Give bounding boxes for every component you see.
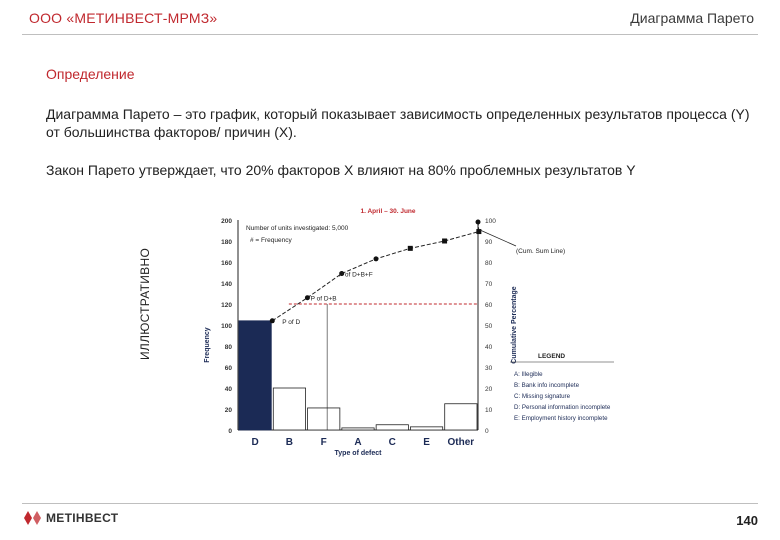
y2-tick-label: 80 bbox=[485, 260, 493, 267]
cum-line-label: (Cum. Sum Line) bbox=[516, 248, 566, 255]
bar-Other bbox=[445, 404, 477, 430]
cumulative-point bbox=[374, 256, 379, 261]
legend-item: A: Illegible bbox=[514, 371, 543, 378]
cumulative-point bbox=[476, 220, 481, 225]
company-name: ООО «МЕТИНВЕСТ-МРМЗ» bbox=[29, 10, 218, 26]
x-tick-label: Other bbox=[447, 437, 475, 448]
pareto-chart bbox=[160, 200, 611, 460]
logo-text: МЕТІНВЕСТ bbox=[46, 511, 119, 525]
legend-item: C: Missing signature bbox=[514, 393, 571, 400]
legend-title: LEGEND bbox=[538, 353, 566, 360]
illustrative-label: ИЛЛЮСТРАТИВНО bbox=[138, 247, 152, 360]
x-tick-label: C bbox=[388, 437, 396, 448]
bar-B bbox=[273, 388, 305, 430]
cumulative-point bbox=[476, 229, 481, 234]
cumulative-point bbox=[408, 246, 413, 251]
x-tick-label: F bbox=[320, 437, 327, 448]
legend-item: D: Personal information incomplete bbox=[514, 404, 611, 411]
y-tick-label: 200 bbox=[221, 218, 232, 225]
y2-tick-label: 0 bbox=[485, 428, 489, 435]
y2-axis-label: Cumulative Percentage bbox=[511, 286, 518, 364]
y-axis-label: Frequency bbox=[204, 327, 211, 363]
legend-item: B: Bank info incomplete bbox=[514, 382, 580, 389]
annotation-p-db: P of D+B bbox=[310, 295, 337, 303]
y-tick-label: 0 bbox=[228, 428, 232, 435]
y2-tick-label: 50 bbox=[485, 323, 493, 330]
y2-tick-label: 60 bbox=[485, 302, 493, 309]
cumulative-point bbox=[442, 239, 447, 244]
y-tick-label: 120 bbox=[221, 302, 232, 309]
y-tick-label: 100 bbox=[221, 323, 232, 330]
x-tick-label: E bbox=[423, 437, 430, 448]
chart-title: 1. April – 30. June bbox=[360, 208, 416, 215]
x-tick-label: B bbox=[285, 437, 294, 448]
cumulative-point bbox=[305, 295, 310, 300]
bar-C bbox=[376, 425, 408, 430]
y2-tick-label: 40 bbox=[485, 344, 493, 351]
cumulative-point bbox=[270, 318, 275, 323]
units-note: Number of units investigated: 5,000 bbox=[246, 225, 349, 232]
y2-tick-label: 20 bbox=[485, 386, 493, 393]
y2-tick-label: 10 bbox=[485, 407, 493, 414]
frequency-note: # = Frequency bbox=[250, 237, 292, 244]
x-tick-label: A bbox=[354, 437, 362, 448]
y-tick-label: 160 bbox=[221, 260, 232, 267]
y-tick-label: 60 bbox=[224, 365, 232, 372]
definition-paragraph: Диаграмма Парето – это график, который показывает зависимость определенных результатов процесса (Y) от большинства факторов/ причин (X). bbox=[46, 106, 750, 140]
bar-E bbox=[410, 427, 442, 430]
y-tick-label: 20 bbox=[224, 407, 232, 414]
x-tick-label: D bbox=[251, 437, 259, 448]
annotation-p-d: P of D bbox=[282, 318, 301, 326]
logo-mark-icon bbox=[24, 511, 42, 525]
annotation-p-dbf: P of D+B+F bbox=[338, 271, 373, 279]
bar-A bbox=[342, 428, 374, 430]
footer-divider bbox=[22, 503, 758, 504]
y2-tick-label: 100 bbox=[485, 218, 496, 225]
bar-F bbox=[308, 408, 340, 430]
slide-title: Диаграмма Парето bbox=[630, 10, 754, 26]
page-number: 140 bbox=[736, 513, 758, 528]
legend-item: E: Employment history incomplete bbox=[514, 415, 608, 422]
y-tick-label: 80 bbox=[224, 344, 232, 351]
section-title: Определение bbox=[46, 66, 135, 82]
pareto-law-paragraph: Закон Парето утверждает, что 20% факторов X влияют на 80% проблемных результатов Y bbox=[46, 162, 636, 178]
y-tick-label: 140 bbox=[221, 281, 232, 288]
cumulative-line bbox=[272, 222, 479, 321]
header-divider bbox=[22, 34, 758, 35]
y-tick-label: 180 bbox=[221, 239, 232, 246]
y-tick-label: 40 bbox=[224, 386, 232, 393]
bar-D bbox=[239, 321, 271, 430]
x-axis-label: Type of defect bbox=[334, 450, 382, 457]
metinvest-logo bbox=[24, 511, 118, 525]
y2-tick-label: 90 bbox=[485, 239, 493, 246]
y2-tick-label: 30 bbox=[485, 365, 493, 372]
y2-tick-label: 70 bbox=[485, 281, 493, 288]
